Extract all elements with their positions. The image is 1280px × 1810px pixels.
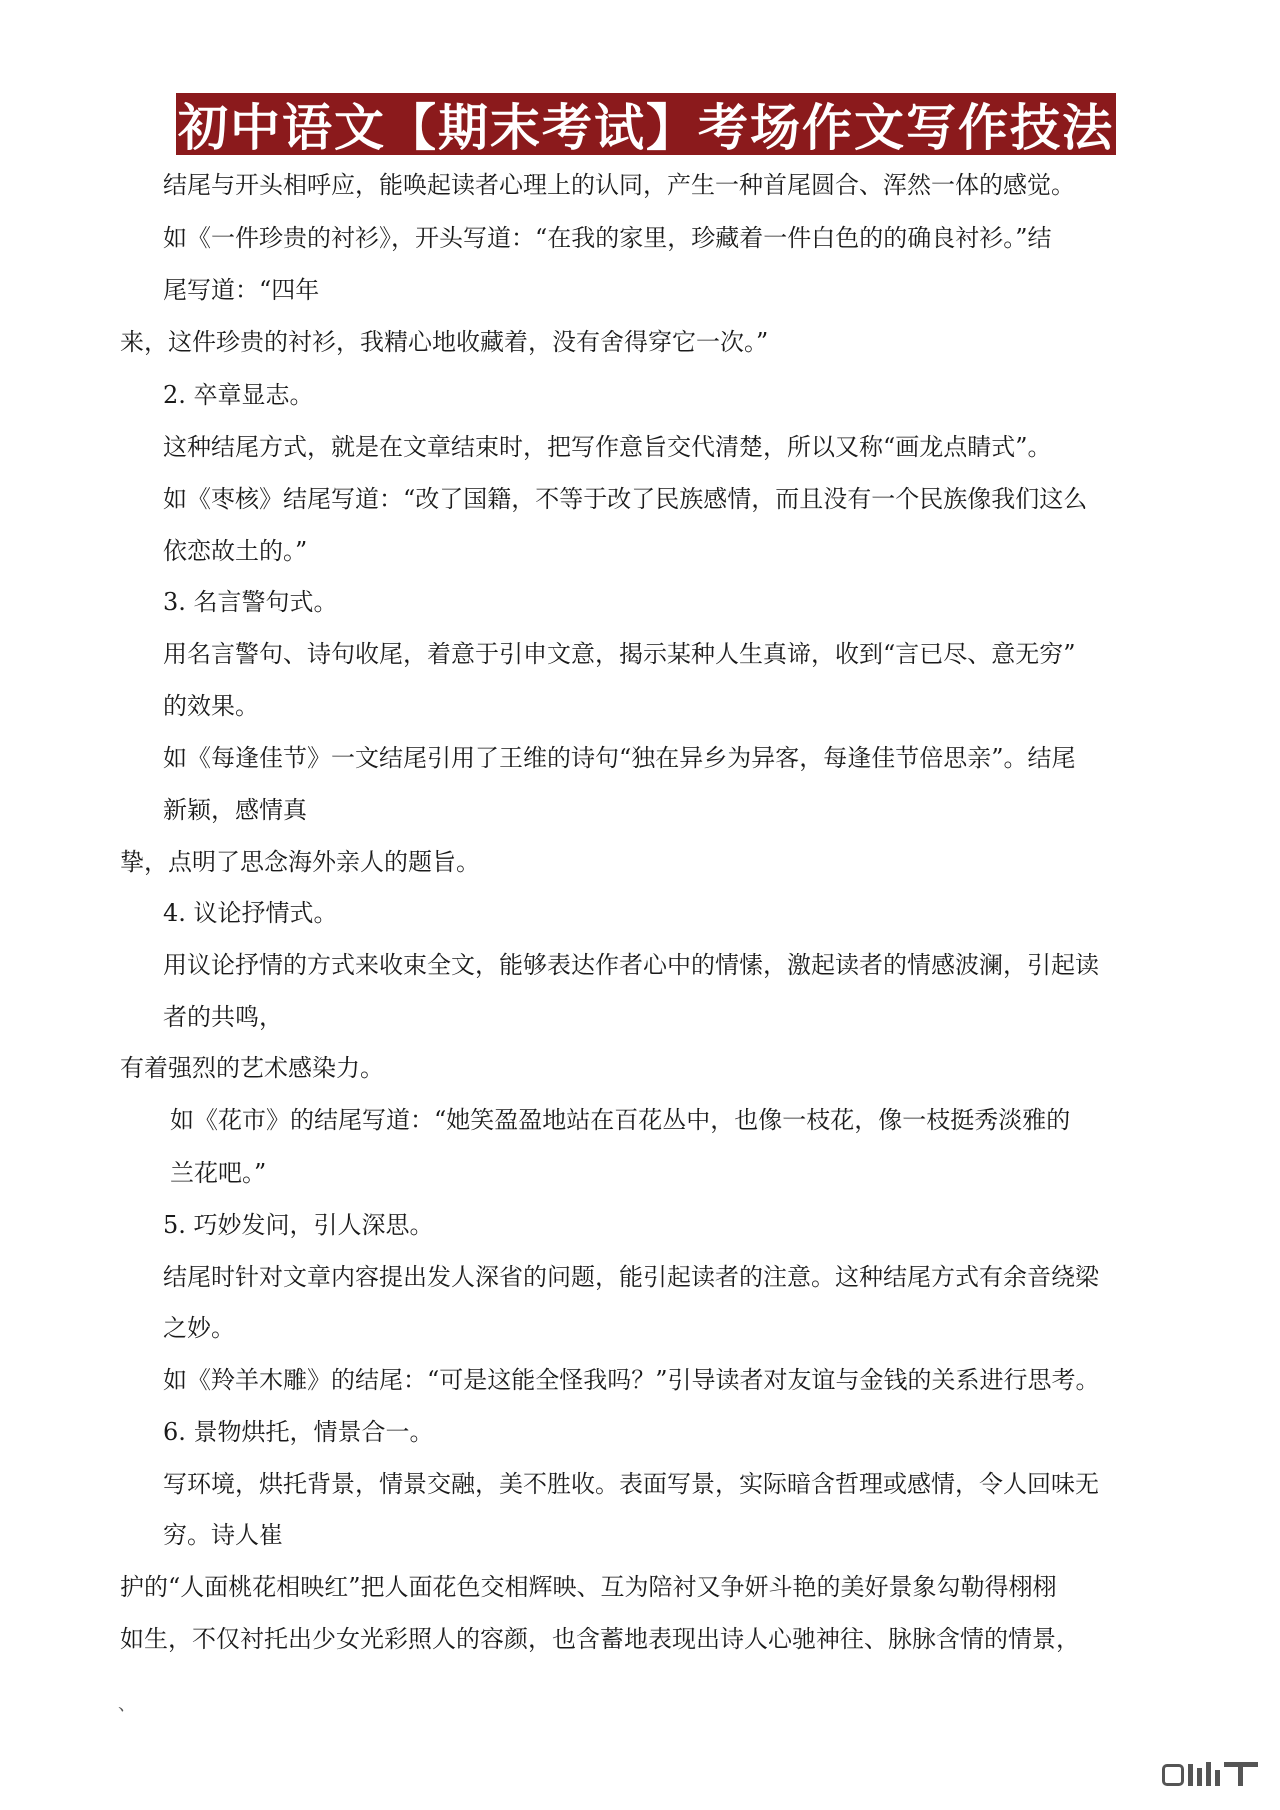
text-line: 6. 景物烘托，情景合一。 xyxy=(163,1418,434,1446)
text-line: 如生，不仅衬托出少女光彩照人的容颜，也含蓄地表现出诗人心驰神往、脉脉含情的情景， xyxy=(120,1625,1080,1653)
text-line: 结尾与开头相呼应，能唤起读者心理上的认同，产生一种首尾圆合、浑然一体的感觉。 xyxy=(163,171,1075,199)
page-title: 初中语文【期末考试】考场作文写作技法 xyxy=(178,98,1114,157)
text-line: 穷。诗人崔 xyxy=(163,1521,283,1549)
text-line: 尾写道：“四年 xyxy=(163,276,320,304)
text-line: 3. 名言警句式。 xyxy=(163,588,338,616)
text-line: 挚，点明了思念海外亲人的题旨。 xyxy=(120,848,480,876)
title-banner xyxy=(176,93,1116,155)
text-line: 之妙。 xyxy=(163,1314,235,1342)
text-line: 依恋故土的。” xyxy=(163,537,308,565)
text-line: 新颖，感情真 xyxy=(163,796,307,824)
text-line: 护的“人面桃花相映红”把人面花色交相辉映、互为陪衬又争妍斗艳的美好景象勾勒得栩栩 xyxy=(120,1573,1057,1601)
text-line: 结尾时针对文章内容提出发人深省的问题，能引起读者的注意。这种结尾方式有余音绕梁 xyxy=(163,1263,1099,1291)
text-line: 4. 议论抒情式。 xyxy=(163,899,338,927)
text-line: 如《一件珍贵的衬衫》，开头写道：“在我的家里，珍藏着一件白色的的确良衬衫。”结 xyxy=(163,224,1052,252)
text-line: 5. 巧妙发问，引人深思。 xyxy=(163,1211,434,1239)
text-line: 的效果。 xyxy=(163,692,259,720)
stray-mark: 、 xyxy=(118,1694,136,1715)
text-line: 如《枣核》结尾写道：“改了国籍，不等于改了民族感情，而且没有一个民族像我们这么 xyxy=(163,485,1088,513)
text-line: 兰花吧。” xyxy=(170,1159,267,1187)
text-line: 如《每逢佳节》一文结尾引用了王维的诗句“独在异乡为异客，每逢佳节倍思亲”。结尾 xyxy=(163,744,1076,772)
text-line: 用议论抒情的方式来收束全文，能够表达作者心中的情愫，激起读者的情感波澜，引起读 xyxy=(163,951,1099,979)
text-line: 写环境，烘托背景，情景交融，美不胜收。表面写景，实际暗含哲理或感情，令人回味无 xyxy=(163,1470,1099,1498)
watermark-logo-icon xyxy=(1162,1760,1258,1786)
text-line: 有着强烈的艺术感染力。 xyxy=(120,1054,384,1082)
text-line: 如《花市》的结尾写道：“她笑盈盈地站在百花丛中，也像一枝花，像一枝挺秀淡雅的 xyxy=(170,1106,1071,1134)
text-line: 用名言警句、诗句收尾，着意于引申文意，揭示某种人生真谛，收到“言已尽、意无穷” xyxy=(163,640,1076,668)
text-line: 者的共鸣， xyxy=(163,1003,283,1031)
text-line: 2. 卒章显志。 xyxy=(163,381,314,409)
text-line: 来，这件珍贵的衬衫，我精心地收藏着，没有舍得穿它一次。” xyxy=(120,328,769,356)
text-line: 这种结尾方式，就是在文章结束时，把写作意旨交代清楚，所以又称“画龙点睛式”。 xyxy=(163,433,1052,461)
text-line: 如《羚羊木雕》的结尾：“可是这能全怪我吗？”引导读者对友谊与金钱的关系进行思考。 xyxy=(163,1366,1100,1394)
